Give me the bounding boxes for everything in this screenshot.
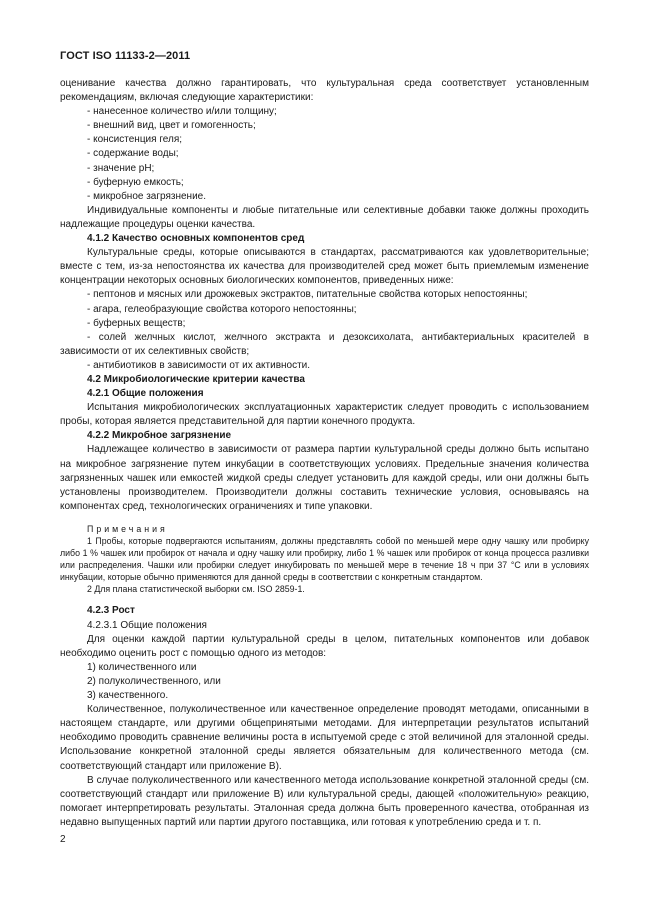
- document-body: [60, 77, 589, 830]
- section-heading: 4.1.2 Качество основных компонентов сред: [87, 233, 305, 245]
- paragraph: В случае полуколичественного или качественного метода использование конкретной эталонной среды (см. соответствующий стандарт или приложение В) или культуральной среды, дающей «положительную» реакцию, помогает интерпретировать результаты. Эталонная среда должна быть проверенного качества, отобранная из недавно выпущенных партий или партии другого поставщика, или готовая к употреблению среда и т. п.: [60, 774, 589, 828]
- list-item: - внешний вид, цвет и гомогенность;: [87, 120, 256, 132]
- list-item: - пептонов и мясных или дрожжевых экстрактов, питательные свойства которых непостоянны;: [87, 289, 528, 301]
- paragraph: оценивание качества должно гарантировать, что культуральная среда соответствует установленным рекомендациям, включая следующие характеристики:: [60, 78, 589, 104]
- paragraph: Надлежащее количество в зависимости от размера партии культуральной среды должно быть испытано на микробное загрязнение путем инкубации в соответствующих условиях. Предельные значения количества загрязненных чашек или емкостей жидкой среды следует установить для каждой среды, или они должны быть установлены производителем. Производители должны составить технические условия, основываясь на компонентах сред, технологических ограничениях и типе упаковки.: [60, 444, 589, 512]
- section-heading: 4.2.1 Общие положения: [87, 388, 204, 400]
- list-item: - агара, гелеобразующие свойства которого непостоянны;: [87, 303, 357, 315]
- notes-title: Примечания: [87, 523, 168, 534]
- standard-header: ГОСТ ISO 11133-2—2011: [60, 50, 191, 62]
- page-number: 2: [60, 834, 66, 845]
- list-item: - антибиотиков в зависимости от их активности.: [87, 359, 311, 371]
- section-heading: 4.2 Микробиологические критерии качества: [87, 373, 305, 385]
- note-item: 1 Пробы, которые подвергаются испытаниям, должны представлять собой по меньшей мере одну чашку или пробирку либо 1 % чашек или пробирок от начала и одну чашку или пробирку, либо 1 % чашек или пробирок от конца процесса разливки или распределения. Чашки или пробирки следует инкубировать по меньшей мере в течение 18 ч при 37 °С или в условиях инкубации, которые обычно применяются для данной среды в соответствии с конкретным стандартом.: [60, 536, 589, 583]
- paragraph: Количественное, полуколичественное или качественное определение проводят методами, описанными в настоящем стандарте, или другими общепринятыми методами. Для интерпретации результатов испытаний необходимо проводить сравнение величины роста в испытуемой среде с этой величиной для эталонной среды. Использование конкретной эталонной среды является обязательным для количественного метода (см. соответствующий стандарт или приложение В).: [60, 704, 589, 772]
- list-item: 2) полуколичественного, или: [87, 675, 221, 687]
- list-item: - значение pH;: [87, 162, 155, 174]
- list-item: - солей желчных кислот, желчного экстракта и дезоксихолата, антибактериальных красителей в зависимости от их селективных свойств;: [60, 331, 589, 357]
- subsection-heading: 4.2.3.1 Общие положения: [87, 619, 207, 631]
- list-item: - буферную емкость;: [87, 176, 184, 188]
- list-item: - нанесенное количество и/или толщину;: [87, 106, 277, 118]
- list-item: 1) количественного или: [87, 661, 197, 673]
- notes-block: [60, 523, 589, 596]
- paragraph: Испытания микробиологических эксплуатационных характеристик следует проводить с использованием пробы, которая является представительной для партии конечного продукта.: [60, 402, 589, 428]
- list-item: - буферных веществ;: [87, 317, 186, 329]
- section-heading: 4.2.2 Микробное загрязнение: [87, 430, 232, 442]
- note-item: 2 Для плана статистической выборки см. ISO 2859-1.: [87, 584, 305, 595]
- paragraph: Для оценки каждой партии культуральной среды в целом, питательных компонентов или добавок необходимо оценить рост с помощью одного из методов:: [60, 633, 589, 659]
- list-item: - микробное загрязнение.: [87, 190, 206, 202]
- list-item: - содержание воды;: [87, 148, 179, 160]
- paragraph: Индивидуальные компоненты и любые питательные или селективные добавки также должны проходить надлежащие процедуры оценки качества.: [60, 204, 589, 230]
- section-heading: 4.2.3 Рост: [87, 605, 135, 617]
- paragraph: Культуральные среды, которые описываются в стандартах, рассматриваются как удовлетворительные; вместе с тем, из-за непостоянства их качества для производителей сред может быть приемлемым изменение концентрации некоторых основных биологических компонентов, приведенных ниже:: [60, 247, 589, 287]
- list-item: - консистенция геля;: [87, 134, 183, 146]
- list-item: 3) качественного.: [87, 690, 169, 702]
